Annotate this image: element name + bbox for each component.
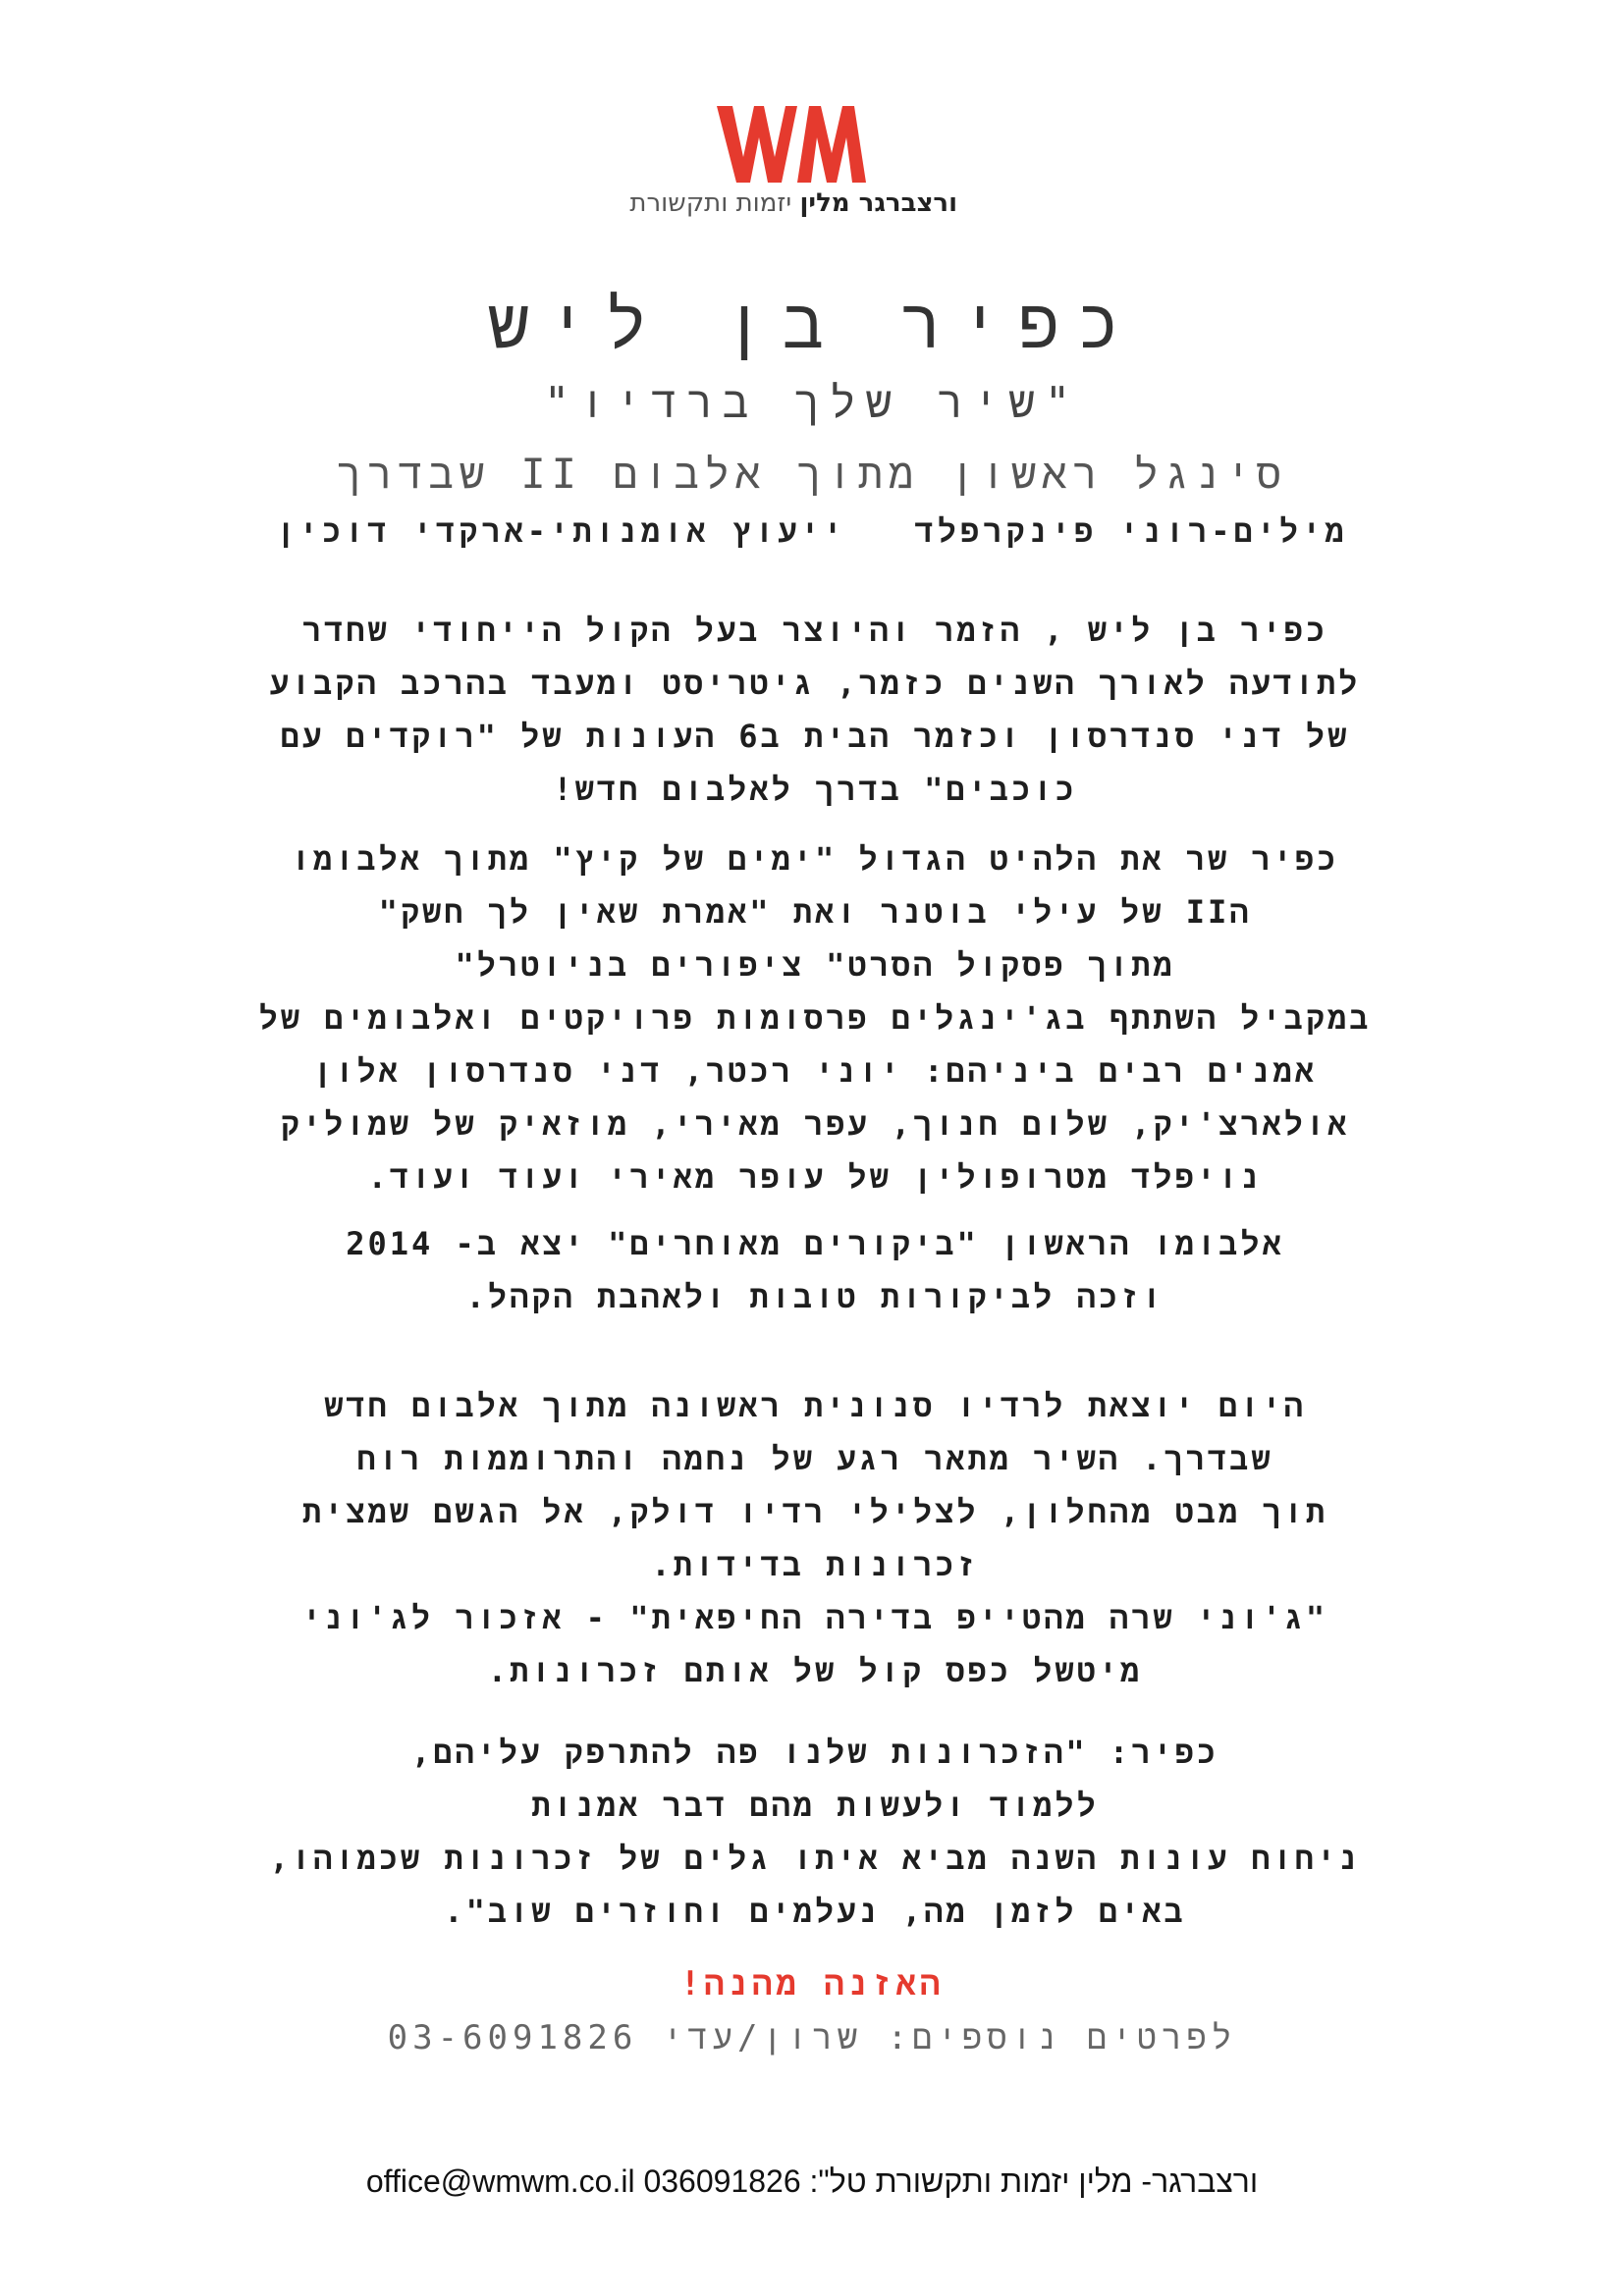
text-line: נויפלד מטרופולין של עופר מאירי ועוד ועוד. — [367, 1158, 1263, 1196]
text-line: שבדרך. השיר מתאר רגע של נחמה והתרוממות רוח — [356, 1440, 1273, 1477]
contact-details: לפרטים נוספים: שרון/עדי 03-6091826 — [387, 2018, 1237, 2057]
text-line: לתודעה לאורך השנים כזמר, גיטריסט ומעבד בהרכב הקבוע — [269, 665, 1361, 702]
enjoy-listening: האזנה מהנה! — [679, 1964, 945, 2003]
text-line: מיטשל כפס קול של אותם זכרונות. — [487, 1652, 1143, 1689]
text-line: של דני סנדרסון וכזמר הבית ב6 העונות של "רוקדים עם — [280, 718, 1350, 755]
wm-logo-icon — [717, 106, 874, 185]
paragraph-new-single — [226, 1379, 1404, 1697]
text-line: כפיר: "הזכרונות שלנו פה להתרפק עליהם, — [410, 1734, 1218, 1771]
paragraph-quote — [226, 1726, 1404, 1938]
single-description: סינגל ראשון מתוך אלבום II שבדרך — [337, 450, 1287, 498]
text-line: אלבומו הראשון "ביקורים מאוחרים" יצא ב- 2014 — [346, 1225, 1284, 1262]
text-line: כוכבים" בדרך לאלבום חדש! — [553, 771, 1077, 808]
text-line: "ג'וני שרה מהטייפ בדירה החיפאית" - אזכור לג'וני — [301, 1599, 1328, 1636]
text-line: אולארצ'יק, שלום חנוך, עפר מאירי, מוזאיק של שמוליק — [280, 1105, 1350, 1143]
logo-tagline: ורצברגר מלין יזמות ותקשורת — [629, 188, 957, 218]
text-line: באים לזמן מה, נעלמים וחוזרים שוב". — [444, 1893, 1186, 1930]
credits-line: מילים-רוני פינקרפלד ייעוץ אומנותי-ארקדי דוכין — [276, 512, 1348, 550]
text-line: היום יוצאת לרדיו סנונית ראשונה מתוך אלבום חדש — [324, 1387, 1306, 1424]
text-line: כפיר שר את הלהיט הגדול "ימים של קיץ" מתוך אלבומו — [291, 840, 1339, 878]
text-line: במקביל השתתף בג'ינגלים פרסומות פרויקטים ואלבומים של — [258, 999, 1372, 1037]
text-line: תוך מבט מהחלון, לצלילי רדיו דולק, אל הגשם שמצית — [301, 1493, 1328, 1530]
text-line: אמנים רבים ביניהם: יוני רכטר, דני סנדרסון אלון — [313, 1052, 1317, 1090]
paragraph-career — [226, 832, 1404, 1203]
text-line: זכרונות בדידות. — [651, 1546, 979, 1583]
company-logo — [629, 106, 957, 229]
text-line: כפיר בן ליש , הזמר והיוצר בעל הקול הייחודי שחדר — [301, 612, 1328, 649]
paragraph-first-album — [226, 1217, 1404, 1323]
paragraph-intro — [226, 604, 1404, 816]
text-line: מתוך פסקול הסרט" ציפורים בניוטרל" — [455, 946, 1175, 984]
text-line: וזכה לביקורות טובות ולאהבת הקהל. — [465, 1278, 1164, 1315]
text-line: הII של עילי בוטנר ואת "אמרת שאין לך חשק" — [378, 893, 1252, 931]
song-title: "שיר שלך ברדיו" — [543, 378, 1081, 428]
text-line: ללמוד ולעשות מהם דבר אמנות — [531, 1787, 1099, 1824]
footer-contact: ורצברגר- מלין יזמות ותקשורת טל": 036091826 office@wmwm.co.il — [365, 2163, 1259, 2199]
text-line: ניחוח עונות השנה מביא איתו גלים של זכרונות שכמוהו, — [269, 1840, 1361, 1877]
artist-name: כפיר בן ליש — [487, 284, 1137, 364]
